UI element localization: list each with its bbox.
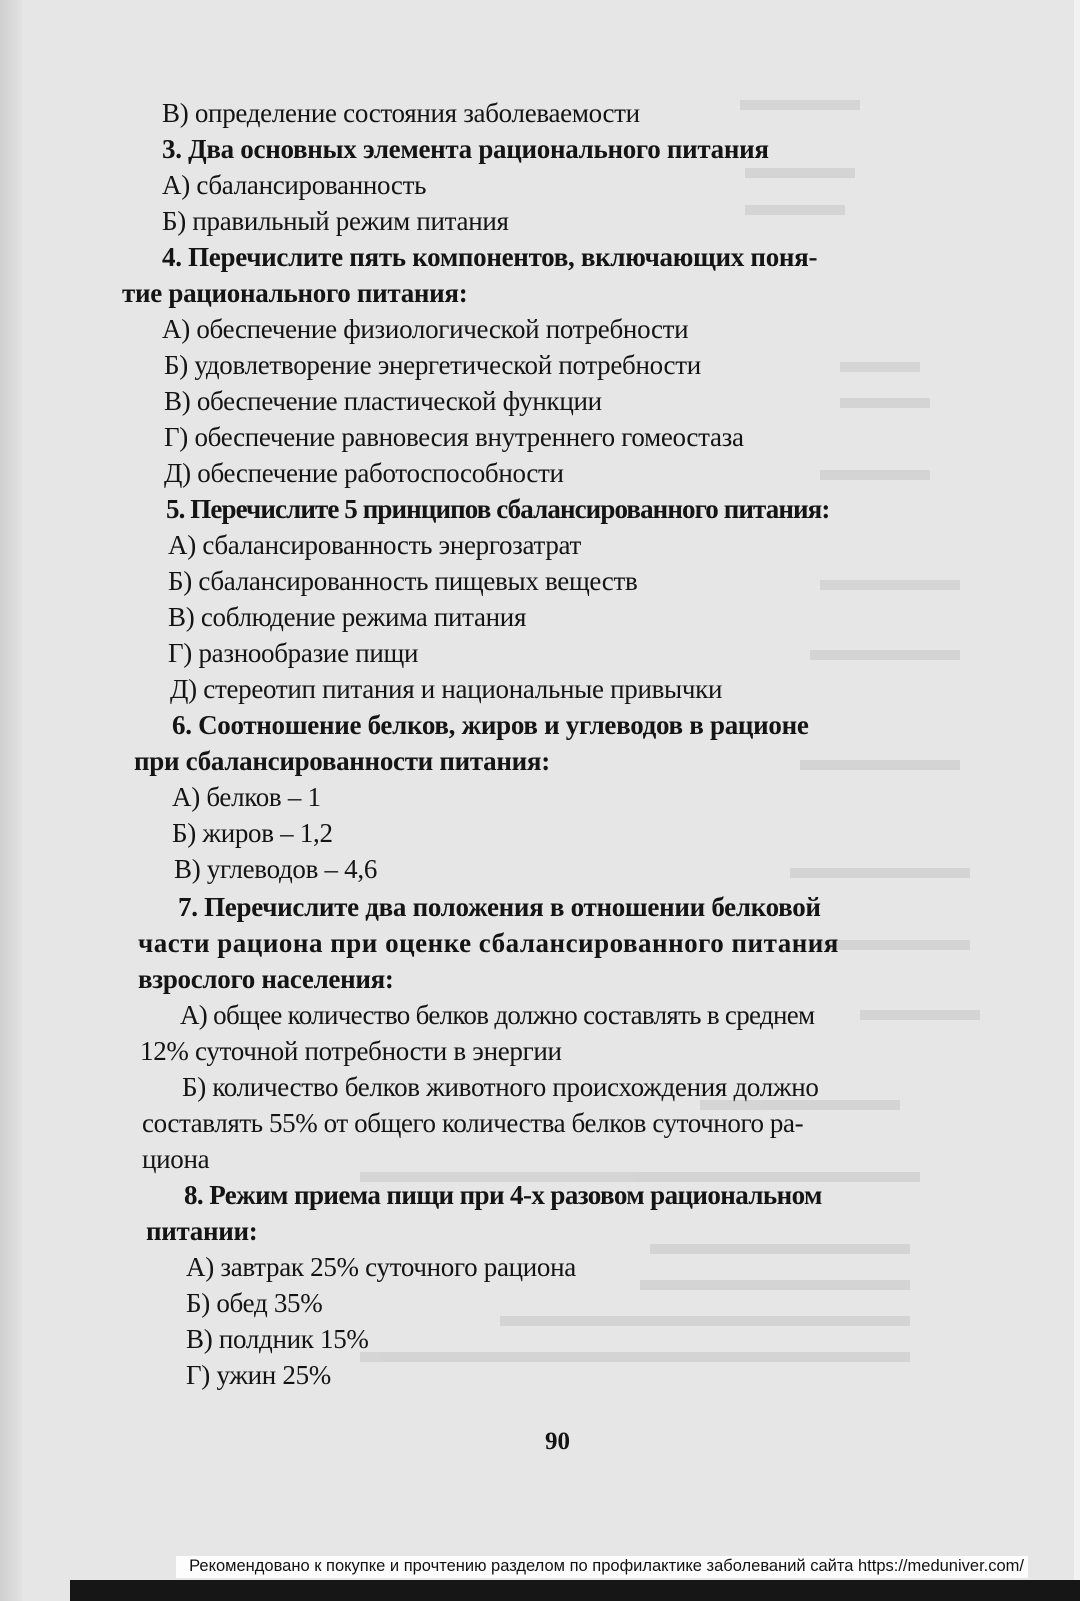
answer-line: Г) разнообразие пищи (168, 638, 419, 668)
answer-line: Б) обед 35% (186, 1288, 323, 1318)
question-heading: части рациона при оценке сбалансированного питания (138, 928, 839, 958)
answer-line: циона (142, 1144, 210, 1174)
answer-line: составлять 55% от общего количества белков суточного ра- (142, 1108, 804, 1138)
question-heading: 6. Соотношение белков, жиров и углеводов в рационе (172, 710, 809, 740)
answer-line: А) сбалансированность (162, 170, 427, 200)
answer-line: А) сбалансированность энергозатрат (168, 530, 582, 560)
question-heading: тие рационального питания: (122, 278, 468, 308)
question-heading: 5. Перечислите 5 принципов сбалансированного питания: (166, 494, 830, 524)
answer-line: Б) жиров – 1,2 (172, 818, 333, 848)
scan-bottom-shadow (70, 1580, 1080, 1601)
answer-line: В) обеспечение пластической функции (164, 386, 602, 416)
answer-line: Б) правильный режим питания (162, 206, 509, 236)
answer-line: А) обеспечение физиологической потребности (162, 314, 689, 344)
question-heading: 4. Перечислите пять компонентов, включающих поня- (162, 242, 818, 272)
answer-line: А) завтрак 25% суточного рациона (186, 1252, 576, 1282)
answer-line: Б) количество белков животного происхождения должно (182, 1072, 819, 1102)
question-heading: 3. Два основных элемента рационального питания (162, 134, 769, 164)
answer-line: В) соблюдение режима питания (168, 602, 527, 632)
footer-recommendation: Рекомендовано к покупке и прочтению разделом по профилактике заболеваний сайта https://meduniver.com/ (176, 1556, 1028, 1578)
answer-line: Б) удовлетворение энергетической потребности (164, 350, 701, 380)
question-heading: 8. Режим приема пищи при 4-х разовом рациональном (184, 1180, 822, 1210)
answer-line: Д) обеспечение работоспособности (164, 458, 564, 488)
question-heading: при сбалансированности питания: (134, 746, 550, 776)
question-heading: взрослого населения: (138, 964, 394, 994)
answer-line: А) белков – 1 (172, 782, 321, 812)
answer-line: В) полдник 15% (186, 1324, 369, 1354)
answer-line: Б) сбалансированность пищевых веществ (168, 566, 638, 596)
answer-line: Д) стереотип питания и национальные привычки (170, 674, 723, 704)
page-number: 90 (545, 1428, 570, 1455)
answer-line: А) общее количество белков должно составлять в среднем (180, 1000, 815, 1030)
question-heading: 7. Перечислите два положения в отношении белковой (178, 892, 821, 922)
answer-line: Г) обеспечение равновесия внутреннего гомеостаза (164, 422, 744, 452)
answer-line: 12% суточной потребности в энергии (140, 1036, 562, 1066)
answer-line: Г) ужин 25% (186, 1360, 331, 1390)
answer-line: В) углеводов – 4,6 (174, 854, 378, 884)
text-line: В) определение состояния заболеваемости (162, 98, 640, 128)
question-heading: питании: (146, 1216, 258, 1246)
